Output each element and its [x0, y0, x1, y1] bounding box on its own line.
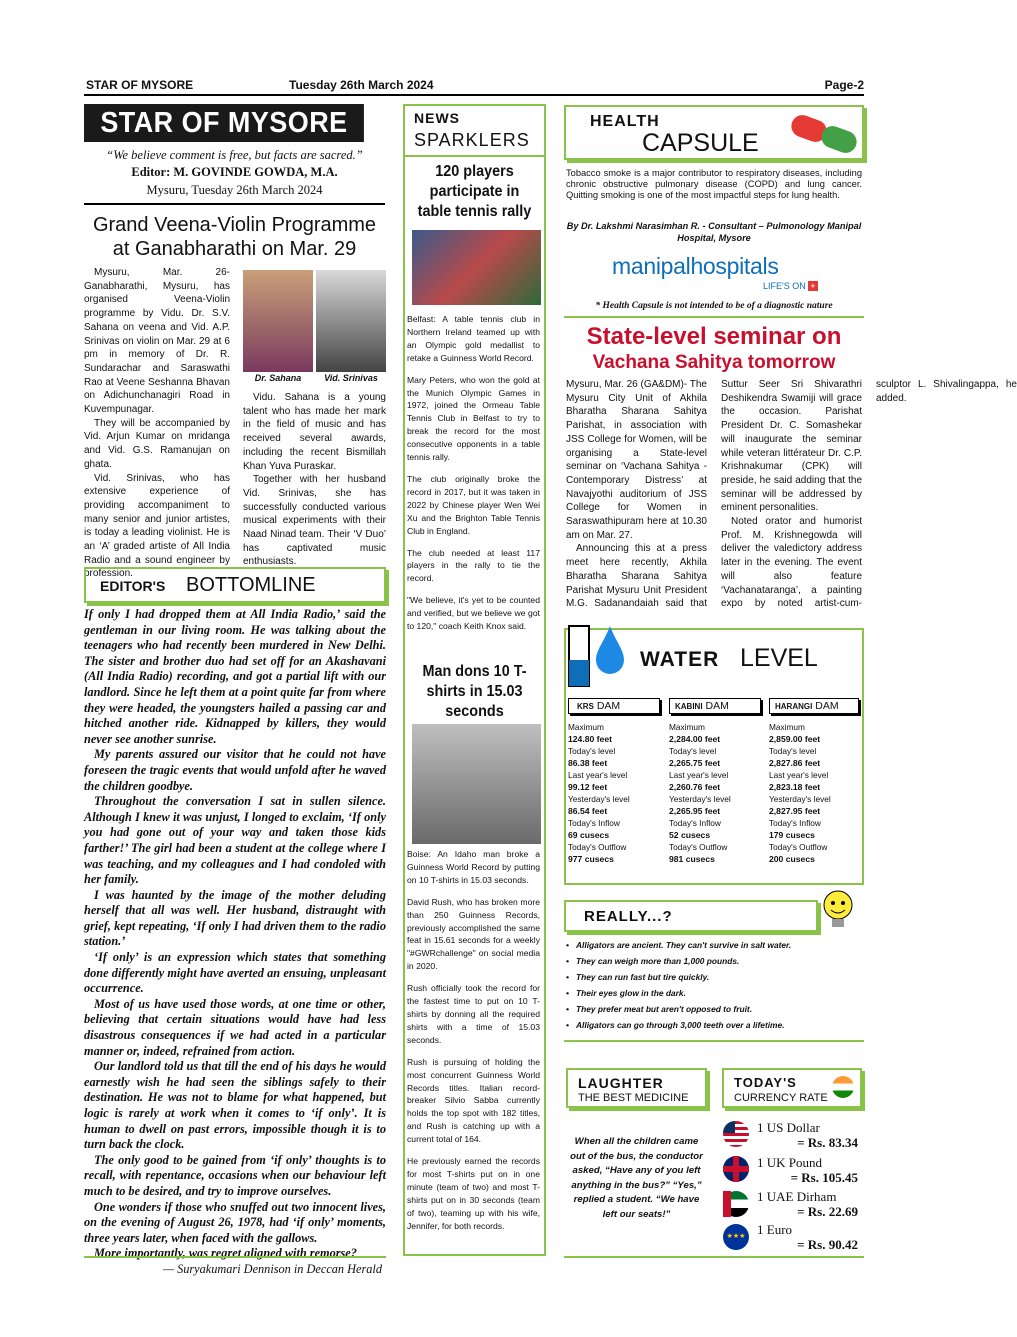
paragraph: Our landlord told us that till the end of his days he would earnestly wish he had seen the siblings safely to their destination. He was not to blame for what happened, but logic is rarely at work when it comes to ‘if only’. It is human to dwell on past errors, impossible though it is to turn back the clock.	[84, 1059, 386, 1152]
paragraph: "We believe, it's yet to be counted and verified, but we believe we got to 120," coach Keith Knox said.	[407, 595, 540, 632]
editor-body	[84, 607, 386, 1278]
editor-title: BOTTOMLINE	[186, 574, 316, 596]
paragraph: If only I had dropped them at All India Radio,’ said the gentleman in our living room. He was talking about the teenagers who had recently been murdered in New Delhi. The sister and brother duo had set off for an Akashavani (All India Radio) recording, and got a partial lift with our landlord. Since he left them at a point quite far from where they were headed, the youngsters hailed a passing car and hitched another ride. Kidnapped by killers, they would never see another sunrise.	[84, 607, 386, 746]
really-box	[564, 900, 818, 932]
divider	[403, 155, 546, 157]
laughter-sub: THE BEST MEDICINE	[578, 1092, 689, 1104]
currency-box	[722, 1068, 862, 1108]
value: 124.80 feet	[568, 733, 612, 744]
news-headline-1: 120 players participate in table tennis rally	[417, 163, 532, 220]
value: 2,823.18 feet	[769, 781, 821, 792]
currency-name: 1 UAE Dirham	[757, 1189, 837, 1204]
caption: Dr. Sahana	[254, 373, 302, 383]
health-box	[564, 105, 864, 160]
paragraph: Most of us have used those words, at one time or other, believing that certain situations would have had less disastrous consequences if we had acted in a particular manner or, indeed, refrained from action.	[84, 996, 386, 1058]
editor-credit: — Suryakumari Dennison in Deccan Herald	[163, 1261, 382, 1276]
list-item: • They can run fast but tire quickly.	[566, 969, 862, 985]
masthead-editor: Editor: M. GOVINDE GOWDA, M.A.	[131, 165, 338, 179]
paragraph: Rush officially took the record for the fastest time to put on 10 T-shirts by donning all the required shirts with a time of 15.03 seconds.	[407, 983, 540, 1045]
paragraph: ‘If only’ is an expression which states that something done differently might have averted an ensuing, unpleasant occurrence.	[84, 950, 386, 996]
srinivas-photo	[316, 270, 386, 372]
header-page: Page-2	[824, 78, 864, 92]
news-headline-2: Man dons 10 T-shirts in 15.03 seconds	[422, 663, 527, 720]
dam-label: DAM	[815, 700, 839, 712]
eu-flag-icon: ★★★	[723, 1224, 749, 1250]
paragraph: The club originally broke the record in 2017, but it was taken in 2022 by Chinese player Wen Wei Xu and the Brighton Table Tennis Club in England.	[407, 473, 540, 536]
label: Today's level	[769, 746, 817, 756]
label: Yesterday's level	[568, 794, 630, 804]
value: 2,827.95 feet	[769, 805, 821, 816]
dam-harangi	[769, 698, 859, 865]
value: 52 cusecs	[669, 829, 711, 840]
us-flag-icon	[723, 1121, 749, 1147]
news-kicker: NEWS	[414, 110, 460, 126]
health-title: CAPSULE	[642, 129, 759, 157]
value: 99.12 feet	[568, 781, 608, 792]
tagline: LIFE'S ON	[763, 281, 806, 291]
laughter-title: LAUGHTER	[578, 1075, 664, 1091]
currency-name: 1 Euro	[757, 1222, 793, 1237]
dam-label: DAM	[596, 700, 621, 712]
editor-box	[84, 567, 386, 603]
table-tennis-photo	[412, 230, 541, 305]
health-text: Tobacco smoke is a major contributor to respiratory diseases, including chronic obstructive pulmonary disease (COPD) and lung cancer. Quitting smoking is one of the most impactful steps for lung health.	[566, 168, 862, 201]
label: Today's level	[669, 746, 717, 756]
value: 2,859.00 feet	[769, 733, 821, 744]
divider	[564, 1040, 864, 1042]
plus-icon: +	[810, 281, 816, 291]
really-list	[566, 937, 862, 1033]
currency-name: 1 US Dollar	[757, 1120, 820, 1135]
dam-name: KRS	[577, 702, 594, 711]
label: Today's Outflow	[769, 842, 828, 852]
paragraph: I was haunted by the image of the mother deluding herself that all was well. Her husband, distraught with grief, kept repeating, ‘If only I had driven them to the radio station.’	[84, 887, 386, 949]
divider	[564, 1256, 864, 1258]
label: Maximum	[669, 722, 705, 732]
capsule-icon	[784, 109, 864, 159]
label: Last year's level	[769, 770, 829, 780]
label: Today's level	[568, 746, 616, 756]
value: 2,284.00 feet	[669, 733, 721, 744]
news-article-1	[407, 313, 540, 642]
paragraph: Throughout the conversation I sat in sullen silence. Although I knew it was unjust, I longed to exclaim, ‘If only you had gone out of your way and taken those kids farther!’ The girl had been a student at the college where I was teaching, and my colleagues and I had condoled with her family.	[84, 794, 386, 887]
divider	[84, 203, 385, 205]
seminar-headline-2: Vachana Sahitya tomorrow	[592, 352, 836, 373]
paragraph: Mary Peters, who won the gold at the Munich Olympic Games in 1972, joined the Ormeau Table Tennis Club in Belfast to try to break the record for the most consecutive opponents in a table tennis rally.	[407, 374, 540, 463]
masthead-logo: STAR OF MYSORE	[84, 104, 364, 142]
paragraph: The club needed at least 117 players in the rally to tie the record.	[407, 547, 540, 584]
paragraph: Rush is pursuing of holding the most concurrent Guinness World Records titles. Italian record-breaker Silvio Sabba currently holds the top spot with 182 titles, and Rush is catching up with a current total of 164.	[407, 1056, 540, 1145]
currency-rate: = Rs. 105.45	[790, 1170, 858, 1185]
label: Today's Outflow	[568, 842, 627, 852]
list-item: • Alligators are ancient. They can't survive in salt water.	[566, 937, 862, 953]
news-article-2	[407, 848, 540, 1241]
currency-rate: = Rs. 83.34	[797, 1135, 858, 1150]
masthead-dateline: Mysuru, Tuesday 26th March 2024	[146, 183, 323, 197]
value: 2,265.75 feet	[669, 757, 721, 768]
sahana-photo	[243, 270, 313, 372]
dam-kabini	[669, 698, 761, 865]
manipal-tagline	[763, 281, 818, 291]
label: Maximum	[769, 722, 805, 732]
uk-flag-icon	[723, 1156, 749, 1182]
paragraph: He previously earned the records for most T-shirts put on in one minute (team of two) and most T-shirts put on in 30 seconds (team of two), teaming up with his wife, Jennifer, for both records.	[407, 1156, 540, 1231]
paragraph: They will be accompanied by Vid. Arjun Kumar on mridanga and Vid. G.S. Ramanujan on ghata.	[84, 417, 230, 470]
label: Last year's level	[669, 770, 729, 780]
paragraph: Together with her husband Vid. Srinivas, she has successfully conducted various musical experiments with their Naad Ninad team. Their ‘V Duo’ has captivated music enthusiasts.	[243, 474, 386, 568]
veena-headline: Grand Veena-Violin Programme at Ganabharathi on Mar. 29	[92, 214, 377, 260]
value: 86.38 feet	[568, 757, 608, 768]
veena-col2	[243, 391, 386, 569]
uae-flag-icon	[723, 1191, 749, 1217]
value: 2,260.76 feet	[669, 781, 721, 792]
paragraph: Mysuru, Mar. 26- Ganabharathi, Mysuru, has organised Veena-Violin programme by Vidu. Dr. S.V. Sahana on veena and Vid. A.P. Srinivas on violin on Mar. 29 at 6 pm in memory of Dr. R. Sundarachar and Saraswathi Rao at Veene Seshanna Bhavan on Adichunchanagiri Road in Kuvempunagar.	[84, 267, 230, 416]
water-title: WATER	[640, 648, 720, 671]
tshirt-photo	[412, 724, 541, 844]
header-date: Tuesday 26th March 2024	[289, 78, 434, 92]
value: 179 cusecs	[769, 829, 815, 840]
masthead-motto: “We believe comment is free, but facts are sacred.”	[106, 148, 363, 162]
page-header	[84, 78, 864, 96]
laughter-joke: When all the children came out of the bus, the conductor asked, “Have any of you left anything in the bus?” “Yes,” replied a student. “We have left our seats!”	[570, 1136, 703, 1220]
health-note: * Health Capsule is not intended to be of a diagnostic nature	[595, 301, 833, 311]
editor-kicker: EDITOR'S	[100, 578, 166, 594]
dam-name: KABINI	[675, 702, 703, 711]
seminar-body	[566, 378, 1017, 618]
label: Today's Inflow	[568, 818, 620, 828]
laughter-box	[566, 1068, 707, 1108]
paragraph: David Rush, who has broken more than 250 Guinness Records, previously accomplished the same feat in 15.61 seconds for a weekly "#GWRchallenge" on social media in 2020.	[407, 896, 540, 972]
paragraph: Mysuru, Mar. 26 (GA&DM)- The Mysuru City Unit of Akhila Bharatha Sharana Sahitya Parishat, in association with JSS College for Women, will be organising a State-level seminar on ‘Vachana Sahitya - Contemporary Distress’ at Navajyothi auditorium of JSS College for Women in Saraswathipuram here at 10.30 am on Mar. 27.	[566, 379, 707, 541]
veena-col1	[84, 266, 230, 581]
value: 2,827.86 feet	[769, 757, 821, 768]
list-item: • They can weigh more than 1,000 pounds.	[566, 953, 862, 969]
water-title-2: LEVEL	[740, 644, 818, 672]
water-drop-icon	[566, 620, 628, 690]
currency-rate: = Rs. 90.42	[797, 1237, 858, 1252]
divider	[84, 1256, 386, 1258]
paragraph: Noted orator and humorist Prof. M. Krishnegowda will deliver the valedictory address later in the evening. The event will also feature ‘Vachanataranga’, a painting expo by noted artist-cum-sculptor L. Shivalingappa, he added.	[721, 379, 1017, 610]
value: 200 cusecs	[769, 853, 815, 864]
paragraph: My parents assured our visitor that he could not have foreseen the tragic events that would unfold after he waved the children goodbye.	[84, 747, 386, 793]
label: Yesterday's level	[769, 794, 831, 804]
paragraph: The only good to be gained from ‘if only’ thoughts is to recall, with repentance, occasions when our behaviour left much to be desired, and try to improve ourselves.	[84, 1152, 386, 1198]
paragraph: More importantly, was regret aligned with remorse?	[94, 1246, 357, 1261]
list-item: • They prefer meat but aren't opposed to fruit.	[566, 1001, 862, 1017]
label: Today's Outflow	[669, 842, 728, 852]
value: 69 cusecs	[568, 829, 610, 840]
value: 977 cusecs	[568, 853, 614, 864]
label: Yesterday's level	[669, 794, 731, 804]
bulb-icon	[818, 887, 858, 935]
currency-title: TODAY'S	[734, 1075, 797, 1090]
paragraph: Boise: An Idaho man broke a Guinness World Record by putting on 10 T-shirts in 15.03 seconds.	[407, 849, 540, 885]
dam-label: DAM	[705, 700, 729, 712]
paragraph: Vidu. Sahana is a young talent who has made her mark in the field of music and has received several awards, including the recent Bismillah Khan Yuva Puraskar.	[243, 392, 386, 472]
paragraph: Vid. Srinivas, who has extensive experience of providing accompaniment to many senior and junior artistes, is today a leading violinist. He is an ‘A’ graded artiste of All India Radio and a sound engineer by profession.	[84, 472, 230, 580]
paragraph: Belfast: A table tennis club in Northern Ireland teamed up with an Olympic gold medallist to retake a Guinness World Record.	[407, 314, 540, 363]
label: Last year's level	[568, 770, 628, 780]
dam-name: HARANGI	[775, 702, 813, 711]
value: 2,265.95 feet	[669, 805, 721, 816]
label: Today's Inflow	[769, 818, 821, 828]
header-paper: STAR OF MYSORE	[86, 78, 194, 92]
health-byline: By Dr. Lakshmi Narasimhan R. - Consultant – Pulmonology Manipal Hospital, Mysore	[566, 221, 862, 243]
paragraph: One wonders if those who snuffed out two innocent lives, on the evening of August 26, 1978, had ‘if only’ moments, three years later, when faced with the gallows.	[84, 1199, 386, 1245]
list-item: • Their eyes glow in the dark.	[566, 985, 862, 1001]
seminar-headline-1: State-level seminar on	[586, 323, 842, 350]
india-flag-icon	[832, 1076, 854, 1098]
currency-rate: = Rs. 22.69	[797, 1204, 858, 1219]
caption: Vid. Srinivas	[324, 373, 378, 383]
divider	[564, 316, 864, 318]
list-item: • Alligators can go through 3,000 teeth over a lifetime.	[566, 1017, 862, 1033]
news-title: SPARKLERS	[414, 130, 530, 150]
value: 86.54 feet	[568, 805, 608, 816]
paragraph: Announcing this at a press meet here recently, Akhila Bharatha Sharana Sahitya Parishat Mysuru Unit President M.G. Sadanandaiah said that Suttur Seer Sri Shivarathri Deshikendra Swamiji will grace the occasion. Parishat President Dr. C. Somashekar will inaugurate the seminar while veteran littérateur Dr. C.P. Krishnakumar (CPK) will preside, he said adding that the seminar will be addressed by eminent personalities.	[566, 379, 862, 610]
label: Today's Inflow	[669, 818, 721, 828]
currency-name: 1 UK Pound	[757, 1155, 823, 1170]
value: 981 cusecs	[669, 853, 715, 864]
really-title: REALLY...?	[584, 908, 673, 925]
currency-sub: CURRENCY RATE	[734, 1092, 828, 1104]
manipal-logo: manipalhospitals	[612, 253, 779, 279]
label: Maximum	[568, 722, 604, 732]
health-kicker: HEALTH	[590, 113, 660, 130]
dam-krs	[568, 698, 660, 865]
